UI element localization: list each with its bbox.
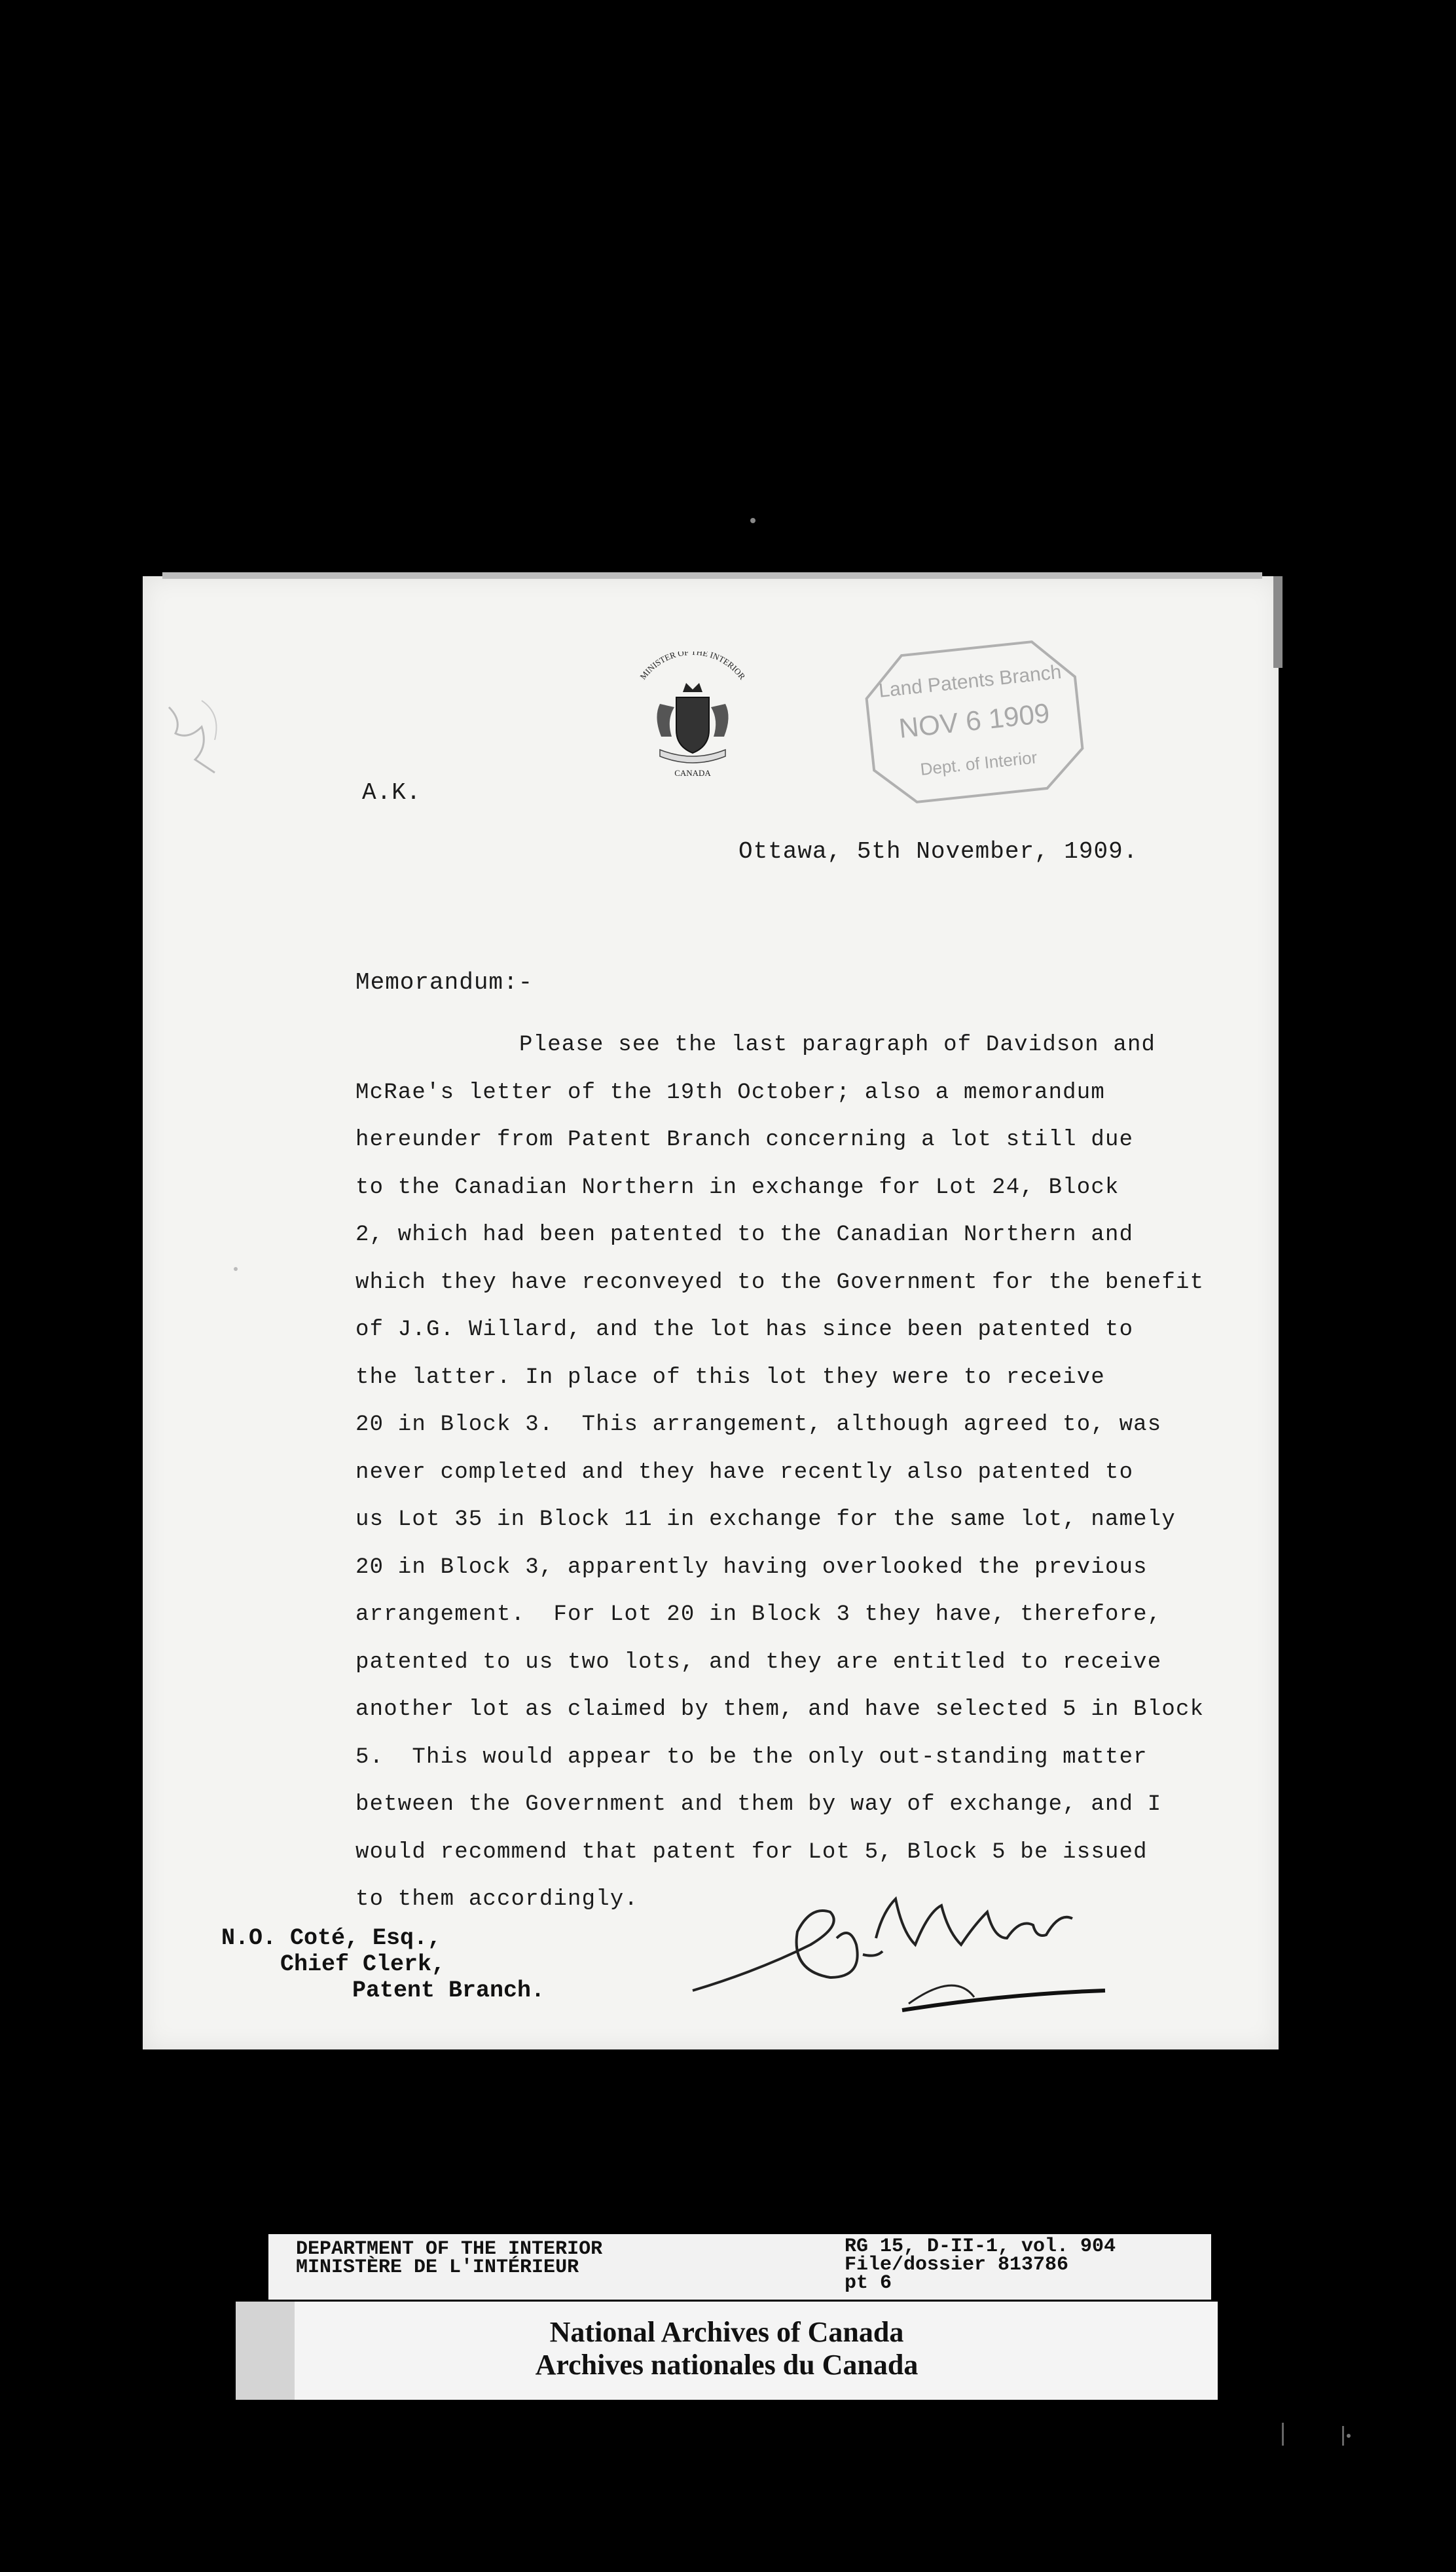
memorandum-line: to them accordingly. bbox=[355, 1887, 639, 1912]
addressee-title: Chief Clerk, bbox=[280, 1951, 446, 1977]
stamp-line1: Land Patents Branch bbox=[877, 661, 1063, 702]
dateline: Ottawa, 5th November, 1909. bbox=[738, 838, 1138, 865]
memorandum-line: Please see the last paragraph of Davidson and bbox=[519, 1033, 1156, 1057]
department-name-en: DEPARTMENT OF THE INTERIOR bbox=[296, 2238, 603, 2260]
memorandum-line: to the Canadian Northern in exchange for Lot 24, Block bbox=[355, 1175, 1119, 1200]
national-archives-banner bbox=[236, 2302, 1218, 2400]
memorandum-line: 2, which had been patented to the Canadian Northern and bbox=[355, 1222, 1134, 1247]
memorandum-line: the latter. In place of this lot they were to receive bbox=[355, 1365, 1105, 1390]
memorandum-line: 5. This would appear to be the only out-standing matter bbox=[355, 1744, 1148, 1770]
memorandum-line: arrangement. For Lot 20 in Block 3 they have, therefore, bbox=[355, 1602, 1162, 1627]
crest-bottom-text: CANADA bbox=[674, 768, 711, 778]
memorandum-line: between the Government and them by way of exchange, and I bbox=[355, 1792, 1162, 1817]
memorandum-letter bbox=[143, 576, 1279, 2049]
memorandum-line: hereunder from Patent Branch concerning a lot still due bbox=[355, 1128, 1134, 1152]
crest-top-text: MINISTER OF THE INTERIOR bbox=[638, 652, 748, 682]
addressee-branch: Patent Branch. bbox=[352, 1977, 545, 2004]
record-group-reference: RG 15, D-II-1, vol. 904 bbox=[845, 2235, 1116, 2258]
file-dossier-number: File/dossier 813786 bbox=[845, 2254, 1069, 2276]
paper-edge-shadow bbox=[1273, 576, 1283, 668]
coat-of-arms-crest bbox=[614, 652, 771, 782]
memorandum-line: would recommend that patent for Lot 5, Block 5 be issued bbox=[355, 1839, 1148, 1865]
memorandum-line: which they have reconveyed to the Government for the benefit bbox=[355, 1270, 1205, 1295]
department-name-fr: MINISTÈRE DE L'INTÉRIEUR bbox=[296, 2256, 579, 2279]
memorandum-line: patented to us two lots, and they are entitled to receive bbox=[355, 1649, 1162, 1675]
memorandum-line: 20 in Block 3, apparently having overlooked the previous bbox=[355, 1554, 1148, 1580]
handwritten-signature bbox=[680, 1873, 1138, 2023]
memorandum-line: never completed and they have recently also patented to bbox=[355, 1460, 1134, 1485]
margin-pencil-mark bbox=[162, 694, 241, 786]
memorandum-line: us Lot 35 in Block 11 in exchange for the same lot, namely bbox=[355, 1507, 1176, 1532]
memorandum-line: 20 in Block 3. This arrangement, although agreed to, was bbox=[355, 1412, 1162, 1437]
stamp-line3: Dept. of Interior bbox=[919, 747, 1038, 779]
crest-icon bbox=[614, 652, 771, 782]
memorandum-body bbox=[355, 1021, 1272, 1924]
stamp-date: NOV 6 1909 bbox=[897, 697, 1051, 744]
addressee-block bbox=[221, 1925, 545, 2004]
archive-reference-label bbox=[268, 2234, 1211, 2300]
typist-initials: A.K. bbox=[362, 779, 422, 806]
archives-name-fr: Archives nationales du Canada bbox=[535, 2349, 919, 2381]
part-number: pt 6 bbox=[845, 2272, 892, 2294]
memorandum-line: of J.G. Willard, and the lot has since been patented to bbox=[355, 1317, 1134, 1342]
addressee-name: N.O. Coté, Esq., bbox=[221, 1925, 442, 1951]
memorandum-line: another lot as claimed by them, and have selected 5 in Block bbox=[355, 1697, 1205, 1722]
archives-name-en: National Archives of Canada bbox=[549, 2316, 904, 2348]
received-stamp bbox=[854, 624, 1093, 817]
memorandum-line: McRae's letter of the 19th October; also a memorandum bbox=[355, 1080, 1105, 1105]
memorandum-heading: Memorandum:- bbox=[355, 969, 534, 996]
